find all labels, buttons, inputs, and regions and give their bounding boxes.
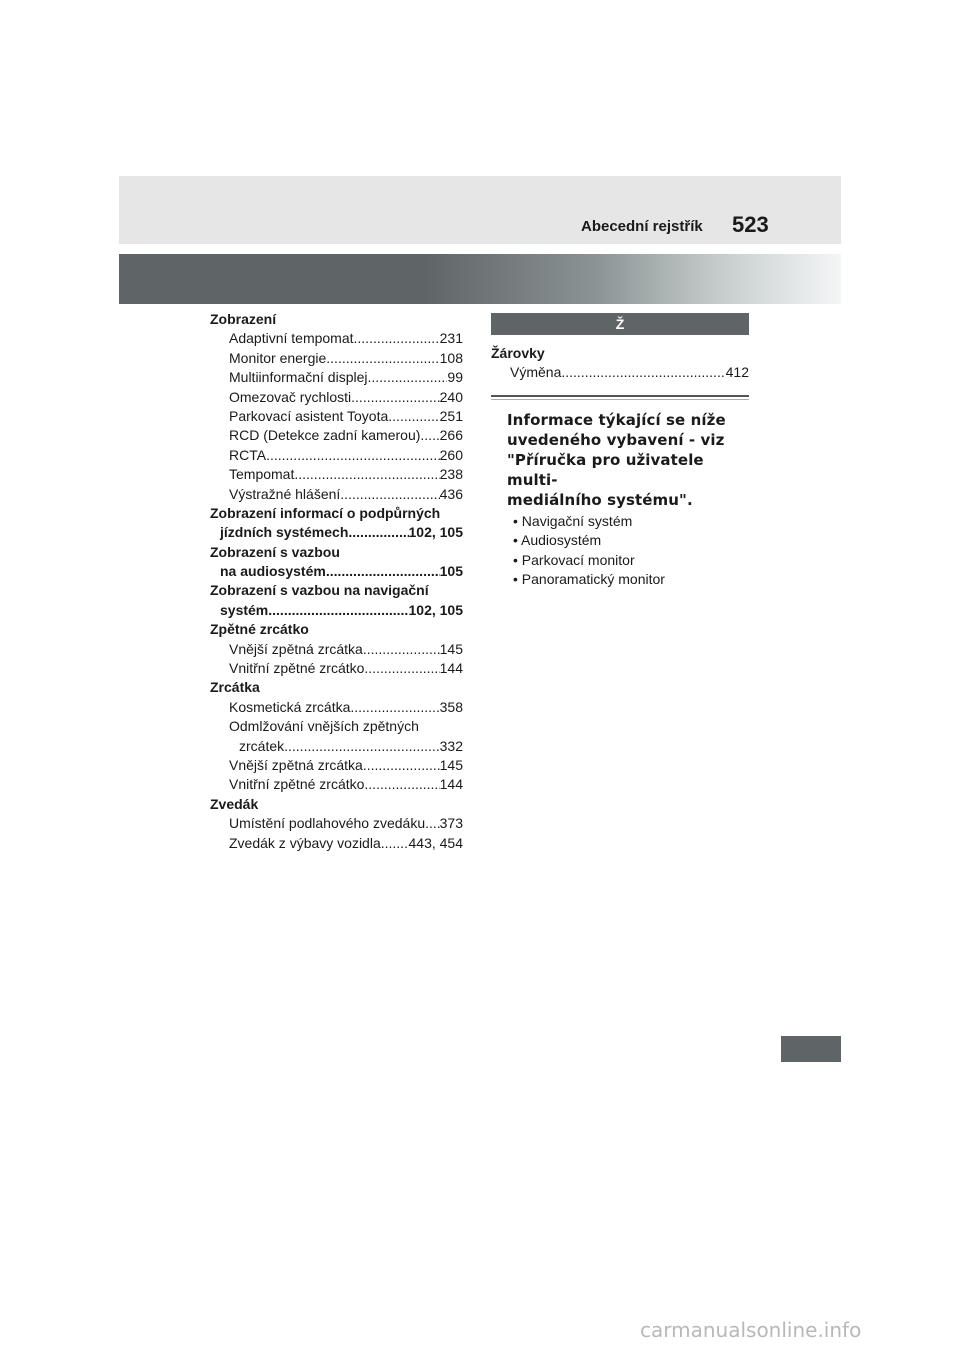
index-entry-text: Adaptivní tempomat bbox=[229, 330, 354, 347]
index-page-ref: 436 bbox=[439, 485, 463, 502]
notice-line: "Příručka pro uživatele multi- bbox=[507, 450, 704, 489]
index-subentry bbox=[210, 737, 463, 756]
leader-dots bbox=[284, 737, 440, 756]
index-entry-text: zrcátek bbox=[239, 737, 285, 754]
leader-dots bbox=[420, 426, 439, 445]
leader-dots bbox=[326, 349, 439, 368]
index-column-right bbox=[491, 313, 749, 589]
index-subentry bbox=[210, 349, 463, 368]
index-subentry bbox=[210, 426, 463, 445]
index-entry-text: Umístění podlahového zvedáku bbox=[229, 815, 426, 832]
index-entry-text: Zrcátka bbox=[210, 679, 260, 696]
index-page-ref: 108 bbox=[439, 349, 463, 366]
leader-dots bbox=[364, 775, 439, 794]
index-entry-text: Tempomat bbox=[229, 466, 295, 483]
index-subentry bbox=[210, 717, 463, 736]
index-entry-text: Parkovací asistent Toyota bbox=[229, 407, 389, 424]
leader-dots bbox=[350, 698, 439, 717]
index-heading bbox=[210, 310, 463, 329]
index-entry-text: Kosmetická zrcátka bbox=[229, 698, 351, 715]
index-subentry bbox=[210, 368, 463, 387]
index-entry-text: RCTA bbox=[229, 446, 267, 463]
leader-dots bbox=[368, 368, 448, 387]
index-heading bbox=[210, 620, 463, 639]
index-subentry bbox=[210, 446, 463, 465]
index-page-ref: 102, 105 bbox=[408, 524, 463, 541]
notice-line: Informace týkající se níže bbox=[507, 410, 726, 429]
index-page-ref: 145 bbox=[439, 756, 463, 773]
leader-dots bbox=[561, 363, 725, 382]
bullet-item: • Panoramatický monitor bbox=[513, 570, 665, 587]
index-entry-text: Výstražné hlášení bbox=[229, 485, 341, 502]
index-subentry bbox=[210, 601, 463, 620]
index-entry-text: Zvedák z výbavy vozidla bbox=[229, 834, 381, 851]
index-column-left bbox=[210, 310, 463, 853]
index-heading: Žárovky bbox=[491, 345, 545, 361]
divider-rule bbox=[491, 395, 749, 400]
index-entry-text: Monitor energie bbox=[229, 349, 327, 366]
leader-dots bbox=[425, 814, 440, 833]
leader-dots bbox=[294, 465, 439, 484]
page-number: 523 bbox=[732, 212, 769, 237]
leader-dots bbox=[351, 388, 439, 407]
index-subentry bbox=[210, 659, 463, 678]
index-page-ref: 99 bbox=[447, 369, 463, 386]
leader-dots bbox=[388, 407, 439, 426]
index-subentry bbox=[210, 329, 463, 348]
index-entry-text: RCD (Detekce zadní kamerou) bbox=[229, 427, 421, 444]
index-page-ref: 102, 105 bbox=[408, 601, 463, 618]
index-subentry bbox=[210, 834, 463, 853]
index-entry-text: Vnitřní zpětné zrcátko bbox=[229, 660, 365, 677]
index-entry-text: Vnější zpětná zrcátka bbox=[229, 640, 363, 657]
index-entry-text: Zobrazení s vazbou na navigační bbox=[210, 582, 429, 599]
bullet-item: • Navigační systém bbox=[513, 512, 633, 529]
index-page-ref: 144 bbox=[439, 660, 463, 677]
index-page-ref: 144 bbox=[439, 776, 463, 793]
index-heading bbox=[210, 581, 463, 600]
index-entry-text: jízdních systémech bbox=[220, 524, 349, 541]
index-page-ref: 238 bbox=[439, 466, 463, 483]
index-subentry bbox=[210, 523, 463, 542]
index-page-ref: 260 bbox=[439, 446, 463, 463]
index-subentry bbox=[210, 562, 463, 581]
index-subentry bbox=[210, 756, 463, 775]
leader-dots bbox=[363, 756, 440, 775]
index-entry-text: na audiosystém bbox=[220, 563, 326, 580]
index-subentry bbox=[210, 407, 463, 426]
index-entry-text: Zvedák bbox=[210, 795, 259, 812]
index-subentry bbox=[210, 775, 463, 794]
letter-heading-bar: Ž bbox=[491, 313, 749, 335]
index-page-ref: 373 bbox=[439, 815, 463, 832]
index-page-ref: 145 bbox=[439, 640, 463, 657]
leader-dots bbox=[348, 523, 408, 542]
index-entry-text: Vnitřní zpětné zrcátko bbox=[229, 776, 365, 793]
index-page-ref: 240 bbox=[439, 388, 463, 405]
leader-dots bbox=[268, 601, 408, 620]
index-entry-text: Zobrazení informací o podpůrných bbox=[210, 504, 441, 521]
index-page-ref: 105 bbox=[439, 563, 463, 580]
index-page-ref: 358 bbox=[439, 698, 463, 715]
index-subentry bbox=[210, 485, 463, 504]
index-page-ref: 332 bbox=[439, 737, 463, 754]
index-entry-text: Vnější zpětná zrcátka bbox=[229, 756, 363, 773]
index-entry-text: Zpětné zrcátko bbox=[210, 621, 309, 638]
index-subentry bbox=[210, 814, 463, 833]
notice-line: uvedeného vybavení - viz bbox=[507, 430, 725, 449]
bullet-item: • Parkovací monitor bbox=[513, 551, 635, 568]
index-subentry bbox=[210, 640, 463, 659]
bullet-item: • Audiosystém bbox=[513, 532, 602, 549]
bullet-list bbox=[491, 512, 749, 590]
index-page-ref: 412 bbox=[725, 364, 749, 381]
index-heading bbox=[210, 504, 463, 523]
index-subentry bbox=[210, 465, 463, 484]
leader-dots bbox=[354, 329, 440, 348]
index-page-ref: 266 bbox=[439, 427, 463, 444]
index-entry-text: Omezovač rychlosti bbox=[229, 388, 352, 405]
index-subentry bbox=[491, 363, 749, 382]
index-entry-text: Multiinformační displej bbox=[229, 369, 368, 386]
watermark: carmanualsonline.info bbox=[640, 1318, 862, 1342]
index-subentry bbox=[210, 388, 463, 407]
leader-dots bbox=[381, 834, 409, 853]
index-heading bbox=[210, 543, 463, 562]
index-page-ref: 231 bbox=[439, 330, 463, 347]
index-page-ref: 443, 454 bbox=[408, 834, 463, 851]
leader-dots bbox=[266, 446, 440, 465]
index-entry-text: Zobrazení bbox=[210, 311, 277, 327]
index-entry-text: Odmlžování vnějších zpětných bbox=[229, 718, 419, 735]
notice-block bbox=[491, 410, 749, 510]
chapter-tab bbox=[781, 1036, 841, 1062]
leader-dots bbox=[364, 659, 439, 678]
leader-dots bbox=[340, 485, 439, 504]
index-subentry-text: Výměna bbox=[510, 364, 562, 381]
index-entry-text: systém bbox=[220, 601, 269, 618]
index-page-ref: 251 bbox=[439, 407, 463, 424]
index-heading bbox=[210, 795, 463, 814]
notice-line: mediálního systému". bbox=[507, 490, 693, 509]
index-entry-text: Zobrazení s vazbou bbox=[210, 543, 340, 560]
index-subentry bbox=[210, 698, 463, 717]
section-title: Abecední rejstřík bbox=[581, 218, 703, 235]
index-heading bbox=[210, 678, 463, 697]
leader-dots bbox=[363, 640, 440, 659]
leader-dots bbox=[326, 562, 440, 581]
header-gradient-bar bbox=[119, 254, 841, 304]
